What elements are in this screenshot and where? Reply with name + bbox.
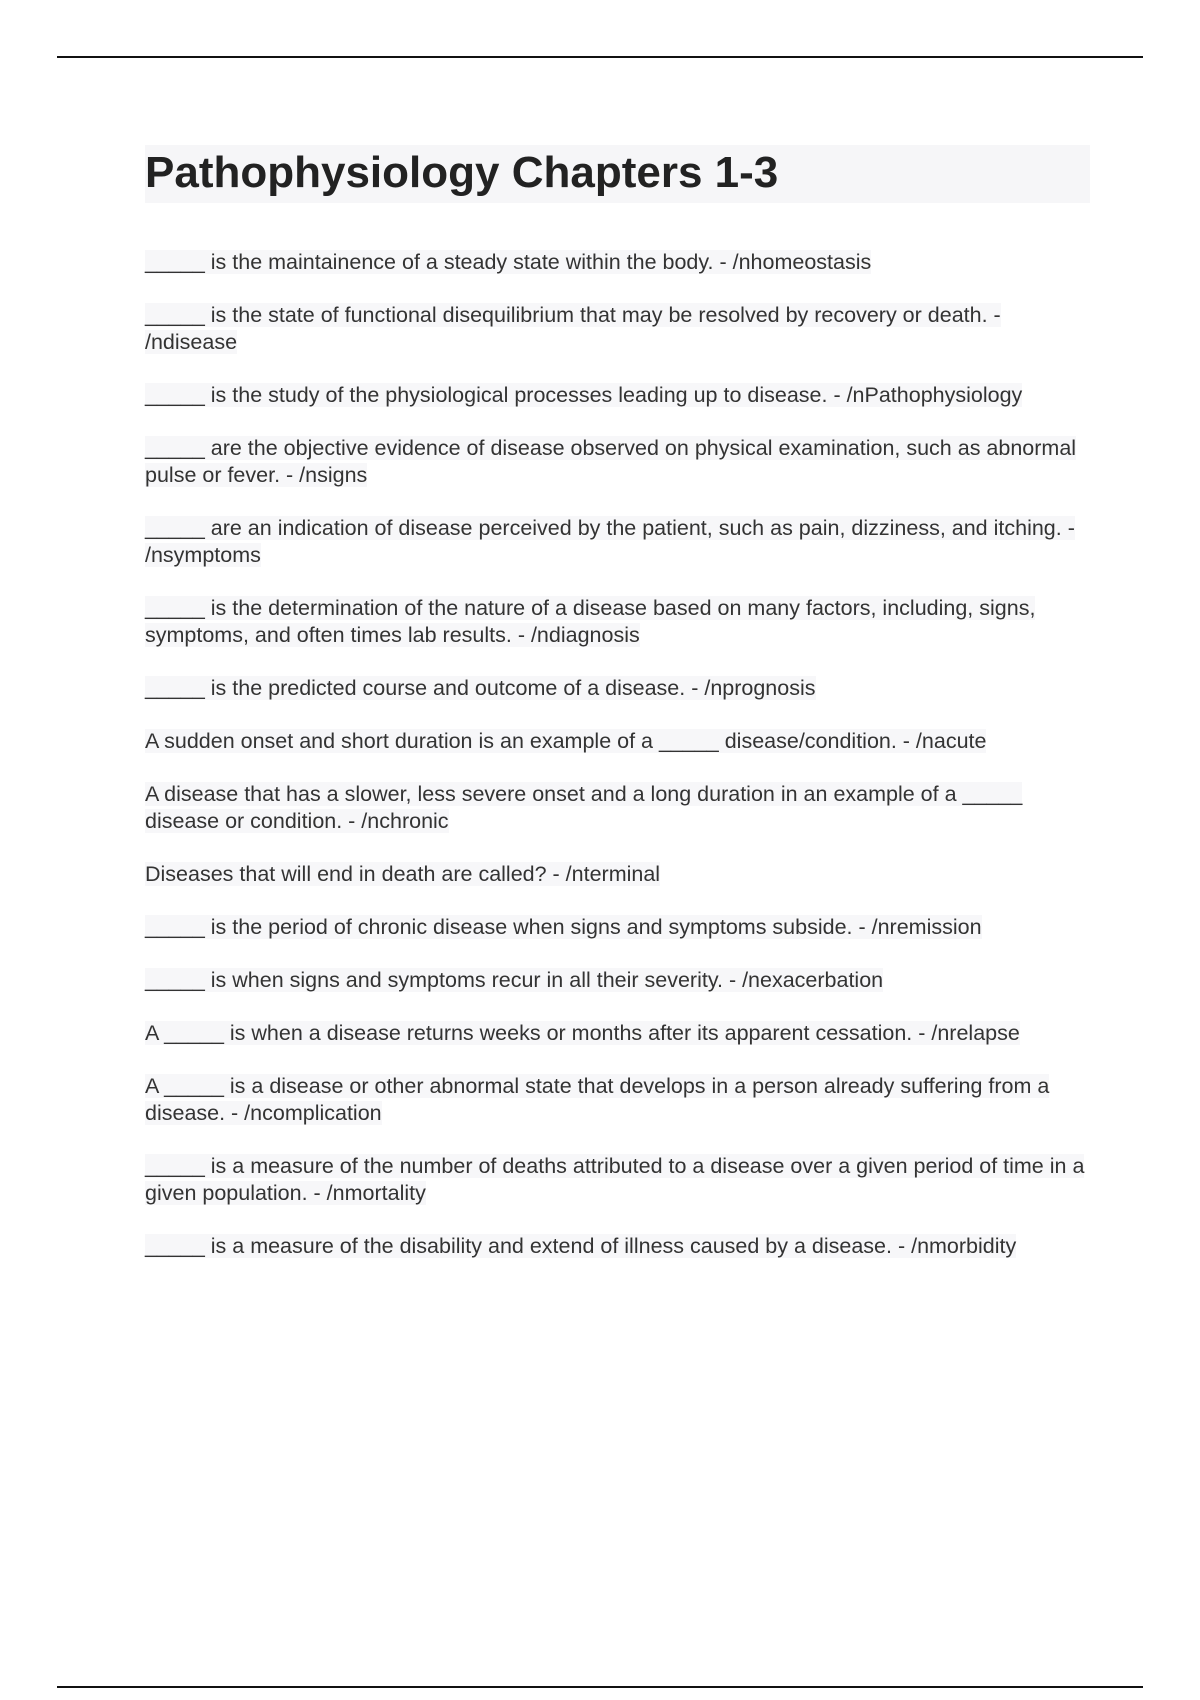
- flashcard-text: Diseases that will end in death are called? - /nterminal: [145, 862, 661, 886]
- flashcard: [145, 1153, 1090, 1207]
- flashcard: [145, 515, 1090, 569]
- flashcard-text: _____ are the objective evidence of disease observed on physical examination, such as abnormal pulse or fever. - /nsigns: [145, 436, 1077, 487]
- flashcard: [145, 435, 1090, 489]
- flashcard-text: A disease that has a slower, less severe onset and a long duration in an example of a _____ disease or condition. - /nchronic: [145, 782, 1023, 833]
- flashcard: [145, 382, 1090, 409]
- flashcard: [145, 781, 1090, 835]
- flashcard-text: _____ is the predicted course and outcome of a disease. - /nprognosis: [145, 676, 816, 700]
- flashcard: [145, 249, 1090, 276]
- flashcard: [145, 967, 1090, 994]
- flashcard: [145, 302, 1090, 356]
- flashcard-text: _____ is a measure of the disability and extend of illness caused by a disease. - /nmorbidity: [145, 1234, 1017, 1258]
- flashcard: [145, 728, 1090, 755]
- document-body: [145, 145, 1090, 1286]
- page-title: Pathophysiology Chapters 1-3: [145, 145, 1090, 203]
- flashcard-text: _____ is when signs and symptoms recur in all their severity. - /nexacerbation: [145, 968, 884, 992]
- flashcard-text: _____ is the maintainence of a steady state within the body. - /nhomeostasis: [145, 250, 872, 274]
- flashcard: [145, 1233, 1090, 1260]
- flashcard: [145, 595, 1090, 649]
- flashcard: [145, 861, 1090, 888]
- flashcard-text: A sudden onset and short duration is an example of a _____ disease/condition. - /nacute: [145, 729, 987, 753]
- flashcard-text: _____ is a measure of the number of deaths attributed to a disease over a given period of time in a given population. - /nmortality: [145, 1154, 1085, 1205]
- flashcard-text: _____ are an indication of disease perceived by the patient, such as pain, dizziness, and itching. - /nsymptoms: [145, 516, 1075, 567]
- bottom-rule: [57, 1686, 1143, 1688]
- flashcard-list: [145, 249, 1090, 1260]
- flashcard-text: _____ is the determination of the nature of a disease based on many factors, including, signs, symptoms, and often times lab results. - /ndiagnosis: [145, 596, 1036, 647]
- flashcard-text: _____ is the study of the physiological processes leading up to disease. - /nPathophysiology: [145, 383, 1023, 407]
- flashcard: [145, 675, 1090, 702]
- flashcard: [145, 1020, 1090, 1047]
- flashcard: [145, 914, 1090, 941]
- top-rule: [57, 56, 1143, 58]
- flashcard-text: _____ is the state of functional disequilibrium that may be resolved by recovery or death. - /ndisease: [145, 303, 1001, 354]
- flashcard: [145, 1073, 1090, 1127]
- flashcard-text: A _____ is a disease or other abnormal state that develops in a person already suffering from a disease. - /ncomplication: [145, 1074, 1050, 1125]
- flashcard-text: A _____ is when a disease returns weeks or months after its apparent cessation. - /nrelapse: [145, 1021, 1020, 1045]
- flashcard-text: _____ is the period of chronic disease when signs and symptoms subside. - /nremission: [145, 915, 982, 939]
